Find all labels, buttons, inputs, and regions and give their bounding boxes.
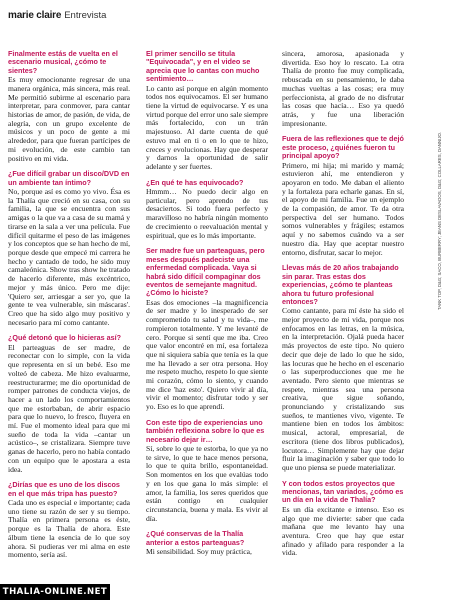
interview-answer: El parteaguas de ser madre, de reconectar con lo simple, con la vida que representa en sí un bebé. Eso me volteó de cabeza. Me hizo evaluarme, reestructurarme; me dio oportunidad de romper patrones de conducta viejos, de hacer a un lado los comportamientos que me estorbaban, de abrir espacio para que lo nuevo, lo fresco, fluyera en mí. Fue el momento ideal para que mi sueño de toda la vida –cantar un acústico–, se cristalizara. Siempre tuve ganas de hacerlo, pero no había contado con un equipo que le apostara a esta idea.: [8, 342, 130, 474]
interview-answer: Mi sensibilidad. Soy muy práctica,: [146, 547, 252, 557]
interview-question: Llevas más de 20 años trabajando sin parar. Tras estas dos experiencias, ¿cómo te planteas ahora tu futuro profesional entonces?: [282, 263, 399, 306]
text-column-3: [282, 50, 404, 590]
interview-question: Ser madre fue un parteaguas, pero meses después padeciste una enfermedad complicada. Vaya si habrá sido difícil compaginar dos eventos de semejante magnitud. ¿Cómo lo hiciste?: [146, 246, 265, 298]
interview-answer: sincera, amorosa, apasionada y divertida. Eso hoy lo rescato. La otra Thalía de pronto fue muy complicada, rebuscada en su pensamiento, le daba muchas vueltas a las cosas; era muy perfeccionista, al grado de no disfrutar las cosas que hacía… Eso ya quedó atrás, y fue una liberación impresionante.: [282, 50, 404, 128]
watermark-badge: THALIA-ONLINE.NET: [0, 584, 110, 600]
interview-answer: Como cantante, para mí éste ha sido el mejor proyecto de mi vida, porque nos enfocamos en las letras, en la música, en la interpretación. Ojalá pueda hacer más proyectos de este tipo. No quiero decir que deje de lado lo que he sido, las locuras que he hecho en el escenario o las superproducciones que me he aventado. Pero siento que mientras se respete, mientras sea una persona creativa, que sigue soñando, pronunciando y cristalizando sus sueños, te mantienes vivo, vigente. Te mantiene bien en todos los ámbitos: musical, actoral, empresarial, de escritora (tiene dos libros publicados), locutora… Simplemente hay que dejar fluir la imaginación y saber que todo lo que uno piensa se puede materializar.: [282, 306, 404, 472]
interview-question: ¿En qué te has equivocado?: [146, 177, 244, 187]
interview-answer: Lo canto así porque en algún momento todos nos equivocamos. El ser humano tiene la virtud de equivocarse. Y es una virtud porque del error uno sale siempre más fortalecido, con un trán majestuoso. Al darte cuenta de qué estuvo mal en ti o en lo que te hizo, creces y evolucionas. Hay que desperar y darnos la oportunidad de salir adelante y ser fuertes.: [146, 83, 268, 171]
interview-question: Fuera de las reflexiones que te dejó este proceso, ¿quiénes fueron tu principal apoyo?: [282, 134, 404, 161]
interview-question: ¿Qué detonó que lo hicieras así?: [8, 333, 122, 343]
interview-question: Finalmente estás de vuelta en el escenario musical, ¿cómo te sientes?: [8, 50, 118, 75]
interview-answer: Cada uno es especial e importante; cada uno tiene su razón de ser y su tiempo. Thalía en primera persona es éste, porque es la Thalía de ahora. Este álbum tiene la esencia de lo que soy ahora. Si pudieras ver mi alma en este momento, sería así.: [8, 498, 130, 560]
masthead: [8, 10, 106, 24]
interview-answer: Esas dos emociones –la magnificencia de ser madre y lo inesperado de ser comprometido tu salud y tu vida–, me rompieron totalmente. Y me levanté de cero. Porque si sentí que me iba. Creo que valor encontré en mí, esa fortaleza que ni siquiera sabía que tenía es la que me ha llevado a ser otra persona. Hoy me respeto mucho, respeto lo que siente mi corazón, cómo lo siento, y cuando me dice 'haz esto'. Quiero vivir al día, vivir el momento; disfrutar todo y ser yo. Eso es lo que aprendí.: [146, 297, 268, 412]
interview-question: ¿Fue difícil grabar un disco/DVD en un ambiente tan íntimo?: [8, 169, 130, 187]
photo-credits: TANK TOP, D&G; SACO, BURBERRY; JEANS DESLAVADOS, D&G; COLLARES, DANNIJO.: [437, 131, 442, 310]
interview-question: ¿Dirías que es uno de los discos en el que más tripa has puesto?: [8, 480, 120, 498]
interview-answer: Es muy emocionante regresar de una manera orgánica, más sincera, más real. Me permitió subirme al escenario para interpretar, para conmover, para cantar historias de amor, de pasión, de vida, de alegría, con un grupo excelente de músicos y un poco de gente a mi alrededor, para que fueran partícipes de mi evolución, de este cambio tan positivo en mi vida.: [8, 75, 130, 163]
text-column-1: [8, 50, 130, 590]
magazine-brand: marie claire: [8, 10, 62, 21]
interview-question: El primer sencillo se titula "Equivocada", y en el video se aprecia que lo cantas con mucho sentimiento…: [146, 50, 260, 84]
section-name: Entrevista: [64, 10, 107, 21]
interview-question: Con este tipo de experiencias uno también reflexiona sobre lo que es necesario dejar ir…: [146, 417, 265, 444]
interview-answer: Es un día excitante e intenso. Eso es algo que me divierte: saber que cada mañana que me levanto hay una aventura. Creo que hay que estar afinado y afilado para responder a la vida.: [282, 504, 404, 558]
interview-question: Y con todos estos proyectos que mencionas, tan variados, ¿cómo es un día en la vida de Thalía?: [282, 478, 404, 505]
interview-question: ¿Qué conservas de la Thalía anterior a estos parteaguas?: [146, 529, 245, 547]
interview-answer: No, porque así es como yo vivo. Ésa es la Thalía que creció en su casa, con su familia, la que se encuentra con sus amigas o la que va a casa de su mamá y tirarse en la sala a ver una película. Fue difícil quitarme el peso de las imágenes y los conceptos que se han hecho de mí, porque desde que empecé mi carrera he hecho y cantado de todo, he sido muy camaleónica. Show tras show he tratado de hacerlo diferente, más excéntrico, mejor y más único. Pero me dije: 'Quiero ser, arriesgar a ser yo, que la gente te vea vulnerable, sin máscaras'. Creo que ha sido algo muy positivo y necesario para mí como cantante.: [8, 187, 130, 327]
interview-answer: Sí, sobre lo que te estorba, lo que ya no te sirve, lo que te hace menos persona, lo que te quita brillo, espontaneidad. Son momentos en los que evalúas todo y en los que gana lo más simple: el amor, la familia, los seres queridos que están contigo en cualquier circunstancia, buena y mala. Es vivir al día.: [146, 444, 268, 523]
interview-answer: Primero, mi hija; mi marido y mamá; estuvieron ahí, me entendieron y apoyaron en todo. Me daban el aliento y la fortaleza para echarle ganas. En sí, el apoyo de mi familia. Fue un ejemplo de la compasión, de amor. Te da otra perspectiva del ser humano. Todos somos vulnerables y frágiles; estamos aquí y no sabemos cuándo va a ser nuestro día. Hay que aceptar nuestro entorno, disfrutar, sacar lo mejor.: [282, 160, 404, 257]
text-column-2: [146, 50, 268, 590]
interview-answer: Hmmm… No puedo decir algo en particular, pero aprendo de tus desaciertos. Si todo fuera perfecto y maravilloso no habría ningún momento de crecimiento o reevaluación mental y espiritual, que es lo más importante.: [146, 187, 268, 240]
